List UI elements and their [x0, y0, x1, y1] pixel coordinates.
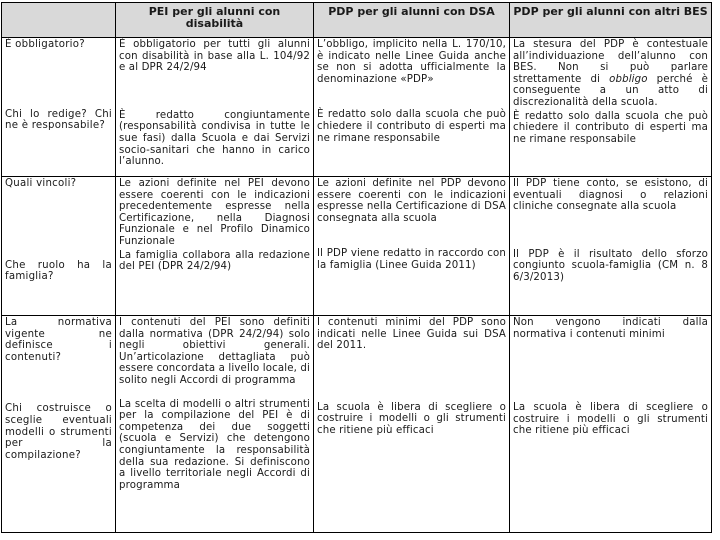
header-pdp-bes: PDP per gli alunni con altri BES	[510, 3, 712, 38]
pdp-bes-cell	[510, 177, 712, 316]
header-pdp-dsa: PDP per gli alunni con DSA	[314, 3, 510, 38]
header-corner	[2, 3, 116, 38]
answer-text: I contenuti del PEI sono definiti dalla normativa (DPR 24/2/94) solo negli obiettivi generali. Un’articolazione dettagliata può essere concordata a livello locale, di solito negli Accordi di programma	[119, 317, 310, 386]
answer-text: È obbligatorio per tutti gli alunni con disabilità in base alla L. 104/92 e al DPR 24/2/94	[119, 39, 310, 74]
question-text: Che ruolo ha la famiglia?	[5, 259, 112, 283]
table-row	[2, 177, 712, 316]
answer-part: La stesura del PDP è contestuale all’individuazione dell’alunno con BES. Non si può parlare strettamente di	[513, 39, 708, 85]
answer-text: Le azioni definite nel PDP devono essere coerenti con le indicazioni espresse nella Certificazione di DSA consegnata alla scuola	[317, 178, 506, 224]
question-text: Quali vincoli?	[5, 178, 77, 189]
question-cell	[2, 38, 116, 177]
table-row	[2, 38, 712, 177]
pdp-bes-cell	[510, 38, 712, 177]
answer-text: La scuola è libera di scegliere o costruire i modelli o gli strumenti che ritiene più efficaci	[317, 401, 506, 436]
header-row	[2, 3, 712, 38]
answer-text: Non vengono indicati dalla normativa i contenuti minimi	[513, 317, 708, 340]
question-text: È obbligatorio?	[5, 39, 85, 50]
question-cell	[2, 316, 116, 533]
table-row	[2, 316, 712, 533]
question-text: Chi lo redige? Chi ne è responsabile?	[5, 108, 112, 132]
answer-part: perché è conseguente a un atto di discrezionalità della scuola.	[513, 73, 708, 108]
answer-text: Il PDP tiene conto, se esistono, di eventuali diagnosi o relazioni cliniche consegnate alla scuola	[513, 178, 708, 213]
pei-cell	[116, 38, 314, 177]
comparison-sheet	[1, 2, 711, 532]
answer-emphasis: obbligo	[609, 73, 648, 85]
pdp-dsa-cell	[314, 316, 510, 533]
pdp-dsa-cell	[314, 38, 510, 177]
pdp-bes-cell	[510, 316, 712, 533]
header-pei: PEI per gli alunni con disabilità	[116, 3, 314, 38]
question-text: Chi costruisce o sceglie eventuali modelli o strumenti per la compilazione?	[5, 403, 112, 461]
answer-text: La scuola è libera di scegliere o costruire i modelli o gli strumenti che ritiene più efficaci	[513, 402, 708, 437]
question-text: La normativa vigente ne definisce i contenuti?	[5, 317, 112, 363]
answer-text: I contenuti minimi del PDP sono indicati nelle Linee Guida sui DSA del 2011.	[317, 317, 506, 352]
answer-text	[513, 39, 708, 109]
answer-text: Le azioni definite nel PEI devono essere coerenti con le indicazioni precedentemente espresse nella Certificazione, nella Diagnosi Funzionale e nel Profilo Dinamico Funzionale	[119, 178, 310, 247]
answer-text: La scelta di modelli o altri strumenti per la compilazione del PEI è di competenza dei due soggetti (scuola e Servizi) che detengono congiuntamente la responsabilità della sua redazione. Si definiscono a livello territoriale negli Accordi di programma	[119, 398, 310, 491]
answer-text: È redatto solo dalla scuola che può chiedere il contributo di esperti ma ne rimane responsabile	[513, 110, 708, 145]
question-cell	[2, 177, 116, 316]
answer-text: Il PDP viene redatto in raccordo con la famiglia (Linee Guida 2011)	[317, 248, 506, 271]
answer-text: È redatto congiuntamente (responsabilità condivisa in tutte le sue fasi) dalla Scuola e dai Servizi socio-sanitari che hanno in carico l’alunno.	[119, 109, 310, 168]
pei-cell	[116, 177, 314, 316]
pei-cell	[116, 316, 314, 533]
comparison-table	[1, 2, 712, 533]
pdp-dsa-cell	[314, 177, 510, 316]
answer-text: Il PDP è il risultato dello sforzo congiunto scuola-famiglia (CM n. 8 6/3/2013)	[513, 248, 708, 283]
answer-text: È redatto solo dalla scuola che può chiedere il contributo di esperti ma ne rimane responsabile	[317, 109, 506, 144]
answer-text: L’obbligo, implicito nella L. 170/10, è indicato nelle Linee Guida anche se non si adotta ufficialmente la denominazione «PDP»	[317, 39, 506, 85]
answer-text: La famiglia collabora alla redazione del PEI (DPR 24/2/94)	[119, 249, 310, 273]
